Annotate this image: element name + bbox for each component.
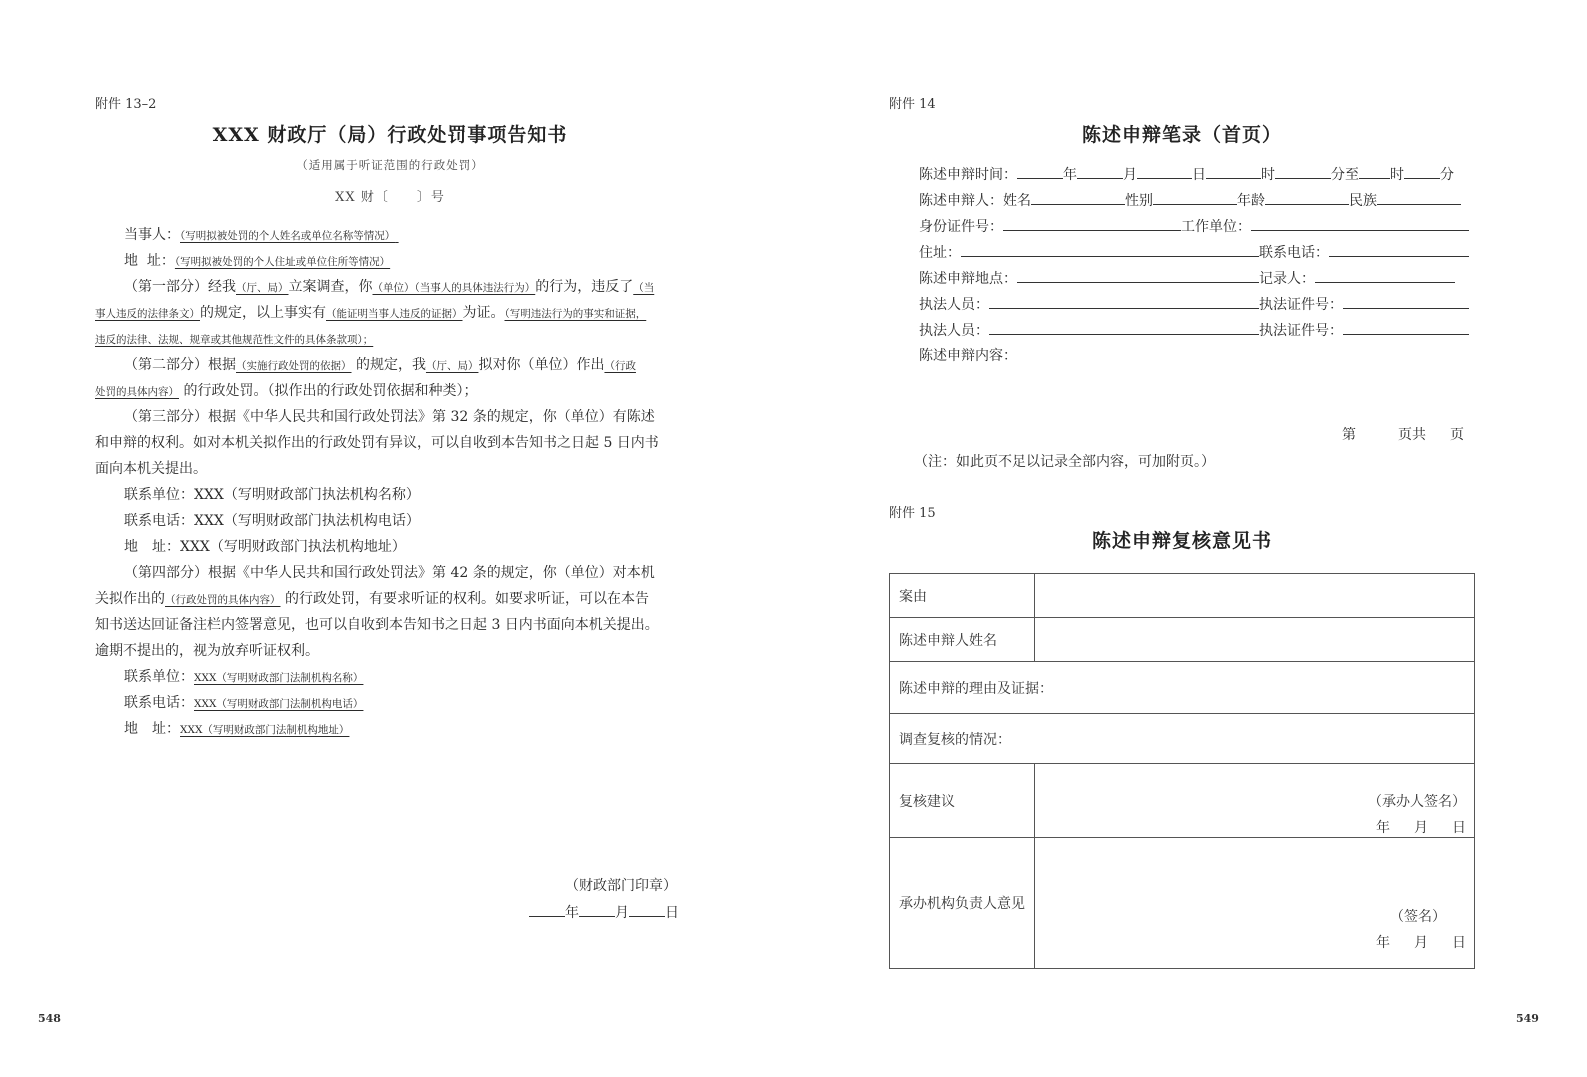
part2-line1 (124, 355, 636, 376)
row-suggestion (890, 764, 1475, 838)
address-hint: （写明拟被处罚的个人住址或单位住所等情况） (174, 256, 391, 268)
row-investigation (890, 714, 1475, 764)
name-field[interactable] (1035, 618, 1475, 662)
blank-hint: （写明违法行为的事实和证据， (504, 308, 647, 320)
recorder-field[interactable] (1315, 268, 1455, 283)
label: 身份证件号： (919, 219, 1003, 235)
blank-hint: （行政 (604, 360, 636, 372)
label: 陈述申辩时间： (919, 167, 1017, 183)
age-field[interactable] (1265, 190, 1349, 205)
hour2-field[interactable] (1359, 164, 1390, 179)
phone-field[interactable] (1329, 242, 1469, 257)
label: 执法人员： (919, 323, 989, 339)
party-line (124, 225, 417, 246)
annex14-title: 陈述申辩笔录（首页） (1081, 124, 1282, 146)
person-row (919, 190, 1461, 211)
part3-line1: （第三部分）根据《中华人民共和国行政处罚法》第 32 条的规定，你（单位）有陈述 (124, 409, 655, 425)
reasons-label[interactable]: 陈述申辩的理由及证据： (890, 662, 1475, 714)
label: 时 (1261, 167, 1275, 183)
content-label: 陈述申辩内容： (919, 348, 1017, 364)
part2-line2 (95, 381, 477, 402)
value: XXX（写明财政部门法制机构地址） (180, 724, 350, 736)
label: 民族 (1349, 193, 1377, 209)
text: 为证。 (462, 305, 505, 321)
time-row (919, 164, 1454, 185)
place-row (919, 268, 1455, 289)
part1-line3 (95, 329, 373, 350)
contact1-address: 地 址：XXX（写明财政部门执法机构地址） (124, 539, 406, 555)
id-row (919, 216, 1469, 237)
label: 地 址： (124, 721, 180, 737)
contact2-phone (124, 693, 363, 714)
blank-hint: （单位）（当事人的具体违法行为） (372, 282, 536, 294)
text: 的行政处罚。（拟作出的行政处罚依据和种类）； (183, 383, 478, 399)
part4-line2 (95, 589, 649, 610)
label: 陈述申辩地点： (919, 271, 1017, 287)
officer1-field[interactable] (989, 294, 1259, 309)
value: XXX（写明财政部门法制机构电话） (194, 698, 364, 710)
label: 联系电话： (124, 695, 194, 711)
officer1-row (919, 294, 1469, 315)
text: 的规定，我 (355, 357, 426, 373)
ethnicity-field[interactable] (1377, 190, 1461, 205)
part1-line2 (95, 303, 646, 324)
suggestion-date (1376, 817, 1466, 837)
blank-hint: 违反的法律、法规、规章或其他规范性文件的具体条款项）； (95, 334, 374, 346)
label: 执法证件号： (1259, 297, 1343, 313)
day: 日 (665, 905, 679, 921)
day-field[interactable] (1137, 164, 1192, 179)
officer2-field[interactable] (989, 320, 1259, 335)
name-label: 陈述申辩人姓名 (890, 618, 1035, 662)
blank-hint: 事人违反的法律条文） (95, 308, 200, 320)
label: 联系单位： (124, 669, 194, 685)
gender-field[interactable] (1153, 190, 1237, 205)
page-count-line (1342, 425, 1464, 445)
contact1-unit: 联系单位：XXX（写明财政部门执法机构名称） (124, 487, 420, 503)
month: 月 (1414, 820, 1428, 836)
party-label: 当事人： (124, 227, 180, 243)
label: 分 (1440, 167, 1454, 183)
text: 的行政处罚，有要求听证的权利。如要求听证，可以在本告 (284, 591, 649, 607)
label: 月 (1123, 167, 1137, 183)
day: 日 (1452, 935, 1466, 951)
label: 时 (1390, 167, 1404, 183)
part3-line2: 和申辩的权利。如对本机关拟作出的行政处罚有异议，可以自收到本告知书之日起 5 日内书 (95, 435, 659, 451)
blank-hint: （厅、局） (236, 282, 289, 294)
row-opinion (890, 838, 1475, 969)
label: 工作单位： (1181, 219, 1251, 235)
contact2-address (124, 719, 349, 740)
label: 页 (1450, 427, 1464, 443)
year: 年 (565, 905, 579, 921)
blank-hint: （实施行政处罚的依据） (236, 360, 352, 372)
date-line (529, 902, 679, 923)
blank-hint: （行政处罚的具体内容） (165, 594, 281, 606)
annex15-label: 附件 15 (889, 506, 936, 521)
label: 联系电话： (1259, 245, 1329, 261)
address-line (124, 251, 390, 272)
address-label: 地 址： (124, 253, 175, 269)
place-field[interactable] (1017, 268, 1259, 283)
text: 关拟作出的 (95, 591, 165, 607)
part4-line1: （第四部分）根据《中华人民共和国行政处罚法》第 42 条的规定，你（单位）对本机 (124, 565, 655, 581)
text: （第二部分）根据 (124, 357, 236, 373)
work-unit-field[interactable] (1251, 216, 1469, 231)
opinion-label: 承办机构负责人意见 (890, 838, 1035, 969)
notice-title: XXX 财政厅（局）行政处罚事项告知书 (212, 124, 568, 146)
blank-hint: （能证明当事人违反的证据） (326, 308, 463, 320)
label: 执法人员： (919, 297, 989, 313)
label: 年 (1063, 167, 1077, 183)
year: 年 (1376, 820, 1390, 836)
month: 月 (615, 905, 629, 921)
annex15-title: 陈述申辩复核意见书 (1091, 530, 1272, 552)
label: 陈述申辩人：姓名 (919, 193, 1031, 209)
handler-sign: （承办人签名） (1368, 794, 1466, 810)
part4-line4: 逾期不提出的，视为放弃听证权利。 (95, 643, 319, 659)
label: 记录人： (1259, 271, 1315, 287)
label: 页共 (1398, 427, 1426, 443)
label: 性别 (1125, 193, 1153, 209)
right-page (790, 0, 1587, 1077)
seal-label: （财政部门印章） (565, 878, 677, 894)
row-name (890, 618, 1475, 662)
residence-field[interactable] (961, 242, 1259, 257)
suggestion-label: 复核建议 (890, 764, 1035, 838)
party-hint: （写明拟被处罚的个人姓名或单位名称等情况） (180, 230, 396, 242)
day: 日 (1452, 820, 1466, 836)
minute-field[interactable] (1275, 164, 1331, 179)
cert2-field[interactable] (1343, 320, 1469, 335)
left-page (0, 0, 790, 1077)
opinion-sign: （签名） (1390, 909, 1446, 925)
text: 立案调查，你 (288, 279, 373, 295)
label: 第 (1342, 427, 1356, 443)
contact2-unit (124, 667, 363, 688)
text: 拟对你（单位）作出 (478, 357, 605, 373)
value: XXX（写明财政部门法制机构名称） (194, 672, 364, 684)
investigation-label[interactable]: 调查复核的情况： (890, 714, 1475, 764)
part1-line1 (124, 277, 654, 298)
doc-number: XX 财〔 〕号 (335, 190, 445, 205)
part3-line3: 面向本机关提出。 (95, 461, 207, 477)
contact1-phone: 联系电话：XXX（写明财政部门执法机构电话） (124, 513, 420, 529)
name-field[interactable] (1031, 190, 1125, 205)
year-field[interactable] (1017, 164, 1063, 179)
row-case (890, 574, 1475, 618)
address-row (919, 242, 1469, 263)
officer2-row (919, 320, 1469, 341)
notice-subtitle: （适用属于听证范围的行政处罚） (296, 158, 484, 172)
annex-label: 附件 13–2 (95, 97, 157, 112)
part4-line3: 知书送达回证备注栏内签署意见，也可以自收到本告知书之日起 3 日内书面向本机关提出。 (95, 617, 659, 633)
case-label: 案由 (890, 574, 1035, 618)
text: 的规定，以上事实有 (200, 305, 326, 321)
opinion-date (1376, 932, 1466, 952)
row-reasons (890, 662, 1475, 714)
year: 年 (1376, 935, 1390, 951)
annex14-note: （注：如此页不足以记录全部内容，可加附页。） (914, 454, 1215, 470)
month: 月 (1414, 935, 1428, 951)
label: 分至 (1331, 167, 1359, 183)
label: 年龄 (1237, 193, 1265, 209)
review-table (889, 573, 1475, 969)
blank-hint: （当 (633, 282, 655, 294)
page-number: 549 (1516, 1012, 1539, 1025)
label: 日 (1192, 167, 1206, 183)
minute2-field[interactable] (1404, 164, 1440, 179)
annex14-label: 附件 14 (889, 97, 936, 112)
cert1-field[interactable] (1343, 294, 1469, 309)
case-field[interactable] (1035, 574, 1475, 618)
text: 的行为，违反了 (535, 279, 634, 295)
label: 执法证件号： (1259, 323, 1343, 339)
text: （第一部分）经我 (124, 279, 236, 295)
hour-field[interactable] (1206, 164, 1261, 179)
id-field[interactable] (1003, 216, 1181, 231)
blank-hint: （厅、局） (425, 360, 479, 372)
blank-hint: 处罚的具体内容） (95, 386, 179, 398)
suggestion-field[interactable] (1035, 764, 1475, 838)
opinion-field[interactable] (1035, 838, 1475, 969)
page-number: 548 (38, 1012, 61, 1025)
label: 住址： (919, 245, 961, 261)
month-field[interactable] (1077, 164, 1123, 179)
